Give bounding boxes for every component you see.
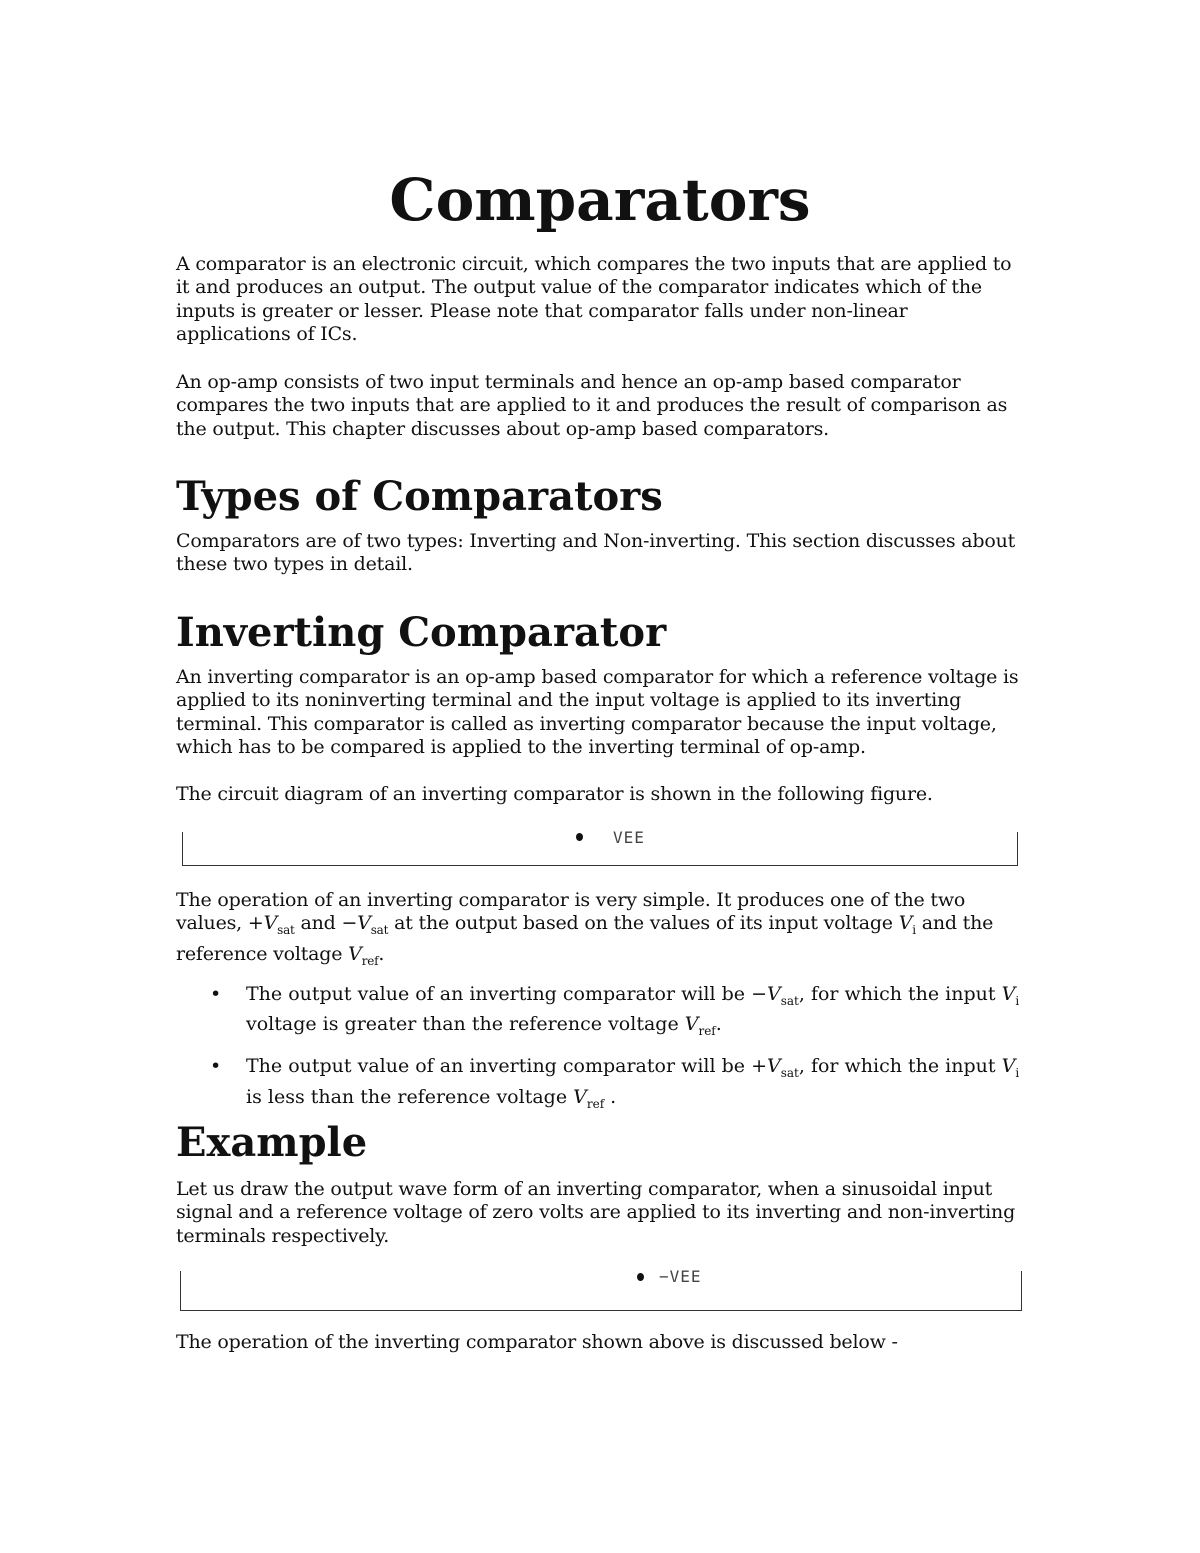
list-item: • The output value of an inverting comparator will be $-V_{sat}$, for which the input $V_i$ voltage is greater than the reference voltage $V_{ref}$. [210,983,1020,1038]
example-circuit-figure [180,1267,1022,1311]
example-heading: Example [176,1119,368,1166]
operation-intro-paragraph: The operation of the inverting comparator shown above is discussed below - [176,1331,898,1353]
bullet-icon: • [210,1055,222,1078]
list-item: • The output value of an inverting comparator will be $+V_{sat}$, for which the input $V_i$ is less than the reference voltage $V_{ref}$ . [210,1055,1020,1111]
inverting-paragraph-1: An inverting comparator is an op-amp based comparator for which a reference voltage is applied to its noninverting terminal and the input voltage is applied to its inverting terminal. This comparator is called as inverting comparator because the input voltage, which has to be compared is applied to the inverting terminal of op-amp. [176,666,1019,759]
operation-paragraph: The operation of an inverting comparator is very simple. It produces one of the two values, $+V_{sat}$ and $-V_{sat}$ at the output based on the values of its input voltage $V_i$ and the reference voltage $V_{ref}$. [176,889,994,968]
bullet-icon: • [210,983,222,1005]
inverting-circuit-figure [182,828,1018,866]
types-paragraph: Comparators are of two types: Inverting and Non-inverting. This section discusses about these two types in detail. [176,530,1016,576]
page-title: Comparators [389,166,811,234]
inverting-paragraph-2: The circuit diagram of an inverting comparator is shown in the following figure. [176,783,933,805]
terminal-dot-icon [637,1273,644,1281]
figure-label: VEE [613,828,645,847]
example-paragraph: Let us draw the output wave form of an inverting comparator, when a sinusoidal input signal and a reference voltage of zero volts are applied to its inverting and non-inverting terminals respectively. [176,1178,1016,1247]
types-heading: Types of Comparators [176,473,663,520]
output-conditions-list [176,983,1026,1128]
intro-paragraph-1: A comparator is an electronic circuit, which compares the two inputs that are applied to it and produces an output. The output value of the comparator indicates which of the inputs is greater or lesser. Please note that comparator falls under non-linear applications of ICs. [176,253,1012,346]
terminal-dot-icon [576,833,583,841]
intro-paragraph-2: An op-amp consists of two input terminals and hence an op-amp based comparator compares the two inputs that are applied to it and produces the result of comparison as the output. This chapter discusses about op-amp based comparators. [176,371,1008,440]
figure-label: −VEE [659,1267,702,1286]
inverting-heading: Inverting Comparator [176,609,667,656]
